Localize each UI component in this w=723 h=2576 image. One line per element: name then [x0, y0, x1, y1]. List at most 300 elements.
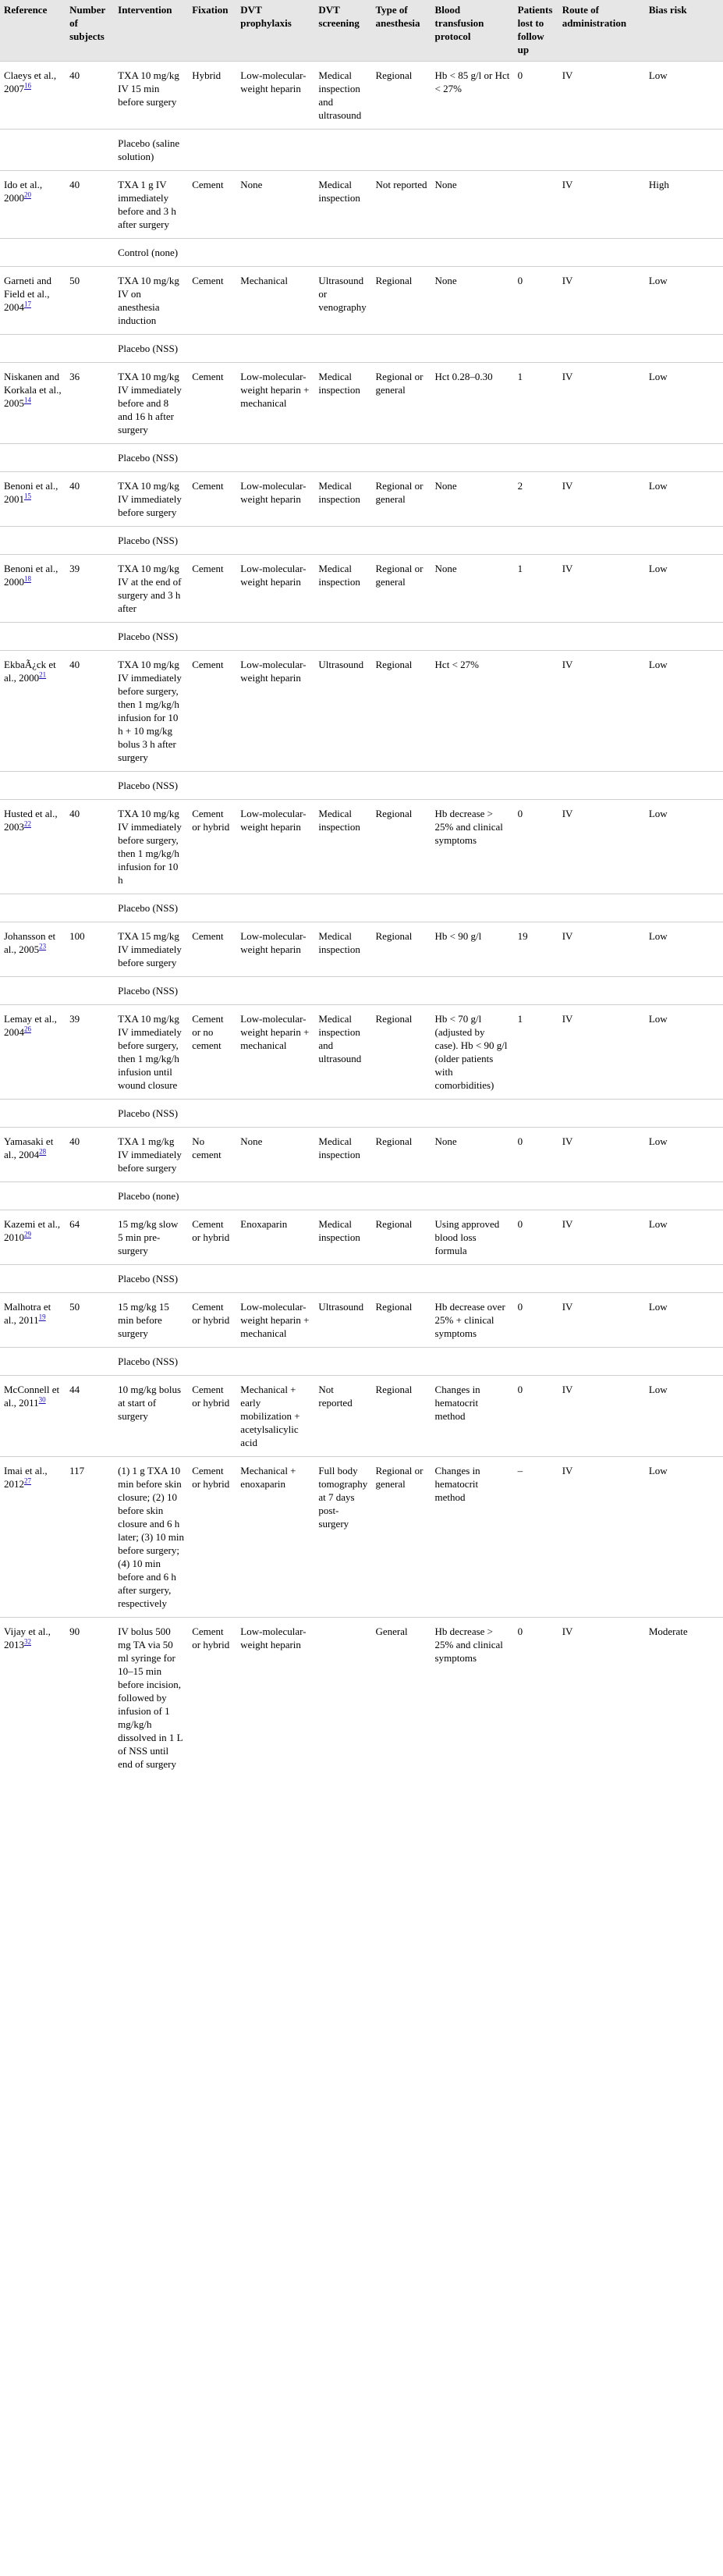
citation-link[interactable]: 32 — [24, 1637, 31, 1646]
reference-text: Malhotra et al., 2011 — [4, 1301, 51, 1326]
empty-cell — [314, 335, 371, 363]
reference-cell — [0, 1618, 66, 1778]
reference-text: Lemay et al., 2004 — [4, 1013, 57, 1038]
empty-cell — [0, 444, 66, 472]
empty-cell — [431, 1100, 514, 1128]
empty-cell — [188, 977, 236, 1005]
empty-cell — [514, 977, 558, 1005]
empty-cell — [558, 1348, 645, 1376]
route-cell: IV — [562, 371, 573, 382]
empty-cell — [371, 444, 431, 472]
empty-cell — [558, 772, 645, 800]
lost-cell: 19 — [517, 930, 528, 942]
empty-cell — [0, 1100, 66, 1128]
intervention-cell: TXA 10 mg/kg IV immediately before surgery, then 1 mg/kg/h infusion until wound closure — [118, 1013, 182, 1091]
bias-cell: Low — [648, 1013, 668, 1025]
route-cell: IV — [562, 1465, 573, 1476]
empty-cell — [66, 335, 114, 363]
empty-cell — [514, 1265, 558, 1293]
intervention-cell: TXA 10 mg/kg IV 15 min before surgery — [118, 69, 179, 108]
empty-cell — [188, 444, 236, 472]
anesthesia-cell: Regional — [375, 1301, 413, 1313]
reference-text: Benoni et al., 2000 — [4, 563, 58, 588]
transfusion-cell: None — [434, 480, 457, 492]
bias-cell: Low — [648, 1218, 668, 1230]
empty-cell — [431, 623, 514, 651]
table-row — [0, 1210, 723, 1265]
empty-cell — [431, 130, 514, 171]
control-row — [0, 1348, 723, 1376]
citation-link[interactable]: 29 — [24, 1230, 31, 1238]
empty-cell — [0, 130, 66, 171]
control-group-cell: Placebo (NSS) — [118, 985, 179, 997]
anesthesia-cell: Regional — [375, 659, 413, 670]
empty-cell — [371, 1100, 431, 1128]
reference-cell — [0, 267, 66, 335]
prophylaxis-cell: Low-molecular-weight heparin — [240, 480, 307, 505]
route-cell: IV — [562, 1384, 573, 1395]
table-row — [0, 1293, 723, 1348]
empty-cell — [188, 1182, 236, 1210]
anesthesia-cell: Regional or general — [375, 563, 424, 588]
citation-link[interactable]: 26 — [24, 1025, 31, 1033]
screening-cell: Medical inspection — [318, 480, 360, 505]
column-header: DVT screening — [314, 0, 371, 62]
intervention-cell: 15 mg/kg slow 5 min pre-surgery — [118, 1218, 179, 1256]
empty-cell — [236, 335, 314, 363]
lost-cell: 0 — [517, 275, 523, 286]
control-group-cell: Placebo (NSS) — [118, 1273, 179, 1284]
bias-cell: Low — [648, 69, 668, 81]
lost-cell: 1 — [517, 1013, 523, 1025]
intervention-cell: TXA 10 mg/kg IV immediately before surgery, then 1 mg/kg/h infusion for 10 h — [118, 808, 182, 886]
transfusion-cell: Hb < 85 g/l or Hct < 27% — [434, 69, 510, 94]
intervention-cell: TXA 10 mg/kg IV immediately before and 8 and 16 h after surgery — [118, 371, 182, 435]
bias-cell: Low — [648, 1465, 668, 1476]
empty-cell — [514, 239, 558, 267]
header-row — [0, 0, 723, 62]
subjects-cell: 64 — [69, 1218, 80, 1230]
empty-cell — [188, 623, 236, 651]
reference-cell — [0, 1210, 66, 1265]
anesthesia-cell: Regional or general — [375, 480, 424, 505]
fixation-cell: Cement or hybrid — [192, 1626, 230, 1650]
transfusion-cell: Changes in hematocrit method — [434, 1465, 480, 1503]
column-header: Blood transfusion protocol — [431, 0, 514, 62]
empty-cell — [66, 1182, 114, 1210]
empty-cell — [645, 527, 723, 555]
anesthesia-cell: Regional or general — [375, 1465, 424, 1490]
empty-cell — [558, 894, 645, 922]
table-body — [0, 62, 723, 1778]
empty-cell — [431, 1182, 514, 1210]
empty-cell — [314, 1100, 371, 1128]
column-header: DVT prophylaxis — [236, 0, 314, 62]
fixation-cell: Cement or hybrid — [192, 1384, 230, 1409]
reference-text: Benoni et al., 2001 — [4, 480, 58, 505]
intervention-cell: 15 mg/kg 15 min before surgery — [118, 1301, 169, 1339]
subjects-cell: 90 — [69, 1626, 80, 1637]
table-row — [0, 800, 723, 894]
screening-cell: Not reported — [318, 1384, 353, 1409]
empty-cell — [514, 444, 558, 472]
bias-cell: Low — [648, 371, 668, 382]
empty-cell — [371, 772, 431, 800]
citation-link[interactable]: 15 — [24, 492, 31, 500]
screening-cell: Medical inspection — [318, 179, 360, 204]
empty-cell — [371, 1348, 431, 1376]
empty-cell — [0, 239, 66, 267]
route-cell: IV — [562, 1218, 573, 1230]
route-cell: IV — [562, 1135, 573, 1147]
subjects-cell: 44 — [69, 1384, 80, 1395]
citation-link[interactable]: 17 — [24, 300, 31, 308]
empty-cell — [236, 1100, 314, 1128]
subjects-cell: 39 — [69, 1013, 80, 1025]
control-group-cell: Placebo (NSS) — [118, 902, 179, 914]
empty-cell — [371, 239, 431, 267]
citation-link[interactable]: 28 — [39, 1147, 47, 1156]
control-row — [0, 239, 723, 267]
fixation-cell: Cement — [192, 563, 224, 574]
table-row — [0, 1457, 723, 1618]
empty-cell — [188, 1265, 236, 1293]
empty-cell — [314, 1182, 371, 1210]
transfusion-cell: Hb decrease > 25% and clinical symptoms — [434, 808, 503, 846]
empty-cell — [431, 1348, 514, 1376]
prophylaxis-cell: None — [240, 1135, 263, 1147]
empty-cell — [371, 977, 431, 1005]
fixation-cell: Hybrid — [192, 69, 222, 81]
fixation-cell: Cement or hybrid — [192, 808, 230, 833]
reference-cell — [0, 472, 66, 527]
column-header: Bias risk — [645, 0, 723, 62]
prophylaxis-cell: Low-molecular-weight heparin + mechanical — [240, 371, 310, 409]
control-row — [0, 977, 723, 1005]
fixation-cell: No cement — [192, 1135, 222, 1160]
empty-cell — [66, 772, 114, 800]
intervention-cell: TXA 10 mg/kg IV immediately before surgery, then 1 mg/kg/h infusion for 10 h + 10 mg/kg bolus 3 h after surgery — [118, 659, 182, 763]
subjects-cell: 117 — [69, 1465, 85, 1476]
empty-cell — [514, 623, 558, 651]
transfusion-cell: None — [434, 1135, 457, 1147]
empty-cell — [0, 772, 66, 800]
empty-cell — [558, 239, 645, 267]
control-row — [0, 1182, 723, 1210]
intervention-cell: TXA 10 mg/kg IV on anesthesia induction — [118, 275, 179, 326]
empty-cell — [514, 1100, 558, 1128]
empty-cell — [188, 130, 236, 171]
control-row — [0, 772, 723, 800]
empty-cell — [514, 527, 558, 555]
screening-cell: Medical inspection and ultrasound — [318, 1013, 362, 1064]
reference-cell — [0, 651, 66, 772]
bias-cell: Low — [648, 659, 668, 670]
intervention-cell: 10 mg/kg bolus at start of surgery — [118, 1384, 182, 1422]
bias-cell: Low — [648, 1301, 668, 1313]
empty-cell — [514, 772, 558, 800]
empty-cell — [645, 239, 723, 267]
route-cell: IV — [562, 930, 573, 942]
anesthesia-cell: Regional or general — [375, 371, 424, 396]
empty-cell — [645, 1265, 723, 1293]
transfusion-cell: Using approved blood loss formula — [434, 1218, 500, 1256]
empty-cell — [66, 1265, 114, 1293]
empty-cell — [236, 1265, 314, 1293]
lost-cell: – — [517, 1465, 523, 1476]
empty-cell — [645, 623, 723, 651]
empty-cell — [188, 527, 236, 555]
citation-link[interactable]: 22 — [24, 819, 31, 828]
reference-cell — [0, 922, 66, 977]
empty-cell — [236, 527, 314, 555]
route-cell: IV — [562, 275, 573, 286]
lost-cell: 0 — [517, 1218, 523, 1230]
empty-cell — [0, 977, 66, 1005]
prophylaxis-cell: Mechanical + enoxaparin — [240, 1465, 296, 1490]
control-row — [0, 444, 723, 472]
empty-cell — [645, 1182, 723, 1210]
lost-cell: 2 — [517, 480, 523, 492]
subjects-cell: 40 — [69, 659, 80, 670]
empty-cell — [314, 977, 371, 1005]
reference-text: Yamasaki et al., 2004 — [4, 1135, 54, 1160]
intervention-cell: TXA 1 g IV immediately before and 3 h after surgery — [118, 179, 176, 230]
empty-cell — [314, 894, 371, 922]
empty-cell — [514, 894, 558, 922]
empty-cell — [236, 623, 314, 651]
citation-link[interactable]: 20 — [24, 190, 31, 199]
table-row — [0, 171, 723, 239]
empty-cell — [236, 772, 314, 800]
prophylaxis-cell: Mechanical + early mobilization + acetylsalicylic acid — [240, 1384, 300, 1448]
route-cell: IV — [562, 179, 573, 190]
route-cell: IV — [562, 563, 573, 574]
empty-cell — [188, 335, 236, 363]
reference-cell — [0, 555, 66, 623]
intervention-cell: IV bolus 500 mg TA via 50 ml syringe for 10–15 min before incision, followed by infusion of 1 mg/kg/h dissolved in 1 L of NSS until end of surgery — [118, 1626, 183, 1770]
route-cell: IV — [562, 1301, 573, 1313]
empty-cell — [371, 527, 431, 555]
reference-text: Niskanen and Korkala et al., 2005 — [4, 371, 62, 409]
control-group-cell: Placebo (NSS) — [118, 343, 179, 354]
table-row — [0, 651, 723, 772]
reference-text: Imai et al., 2012 — [4, 1465, 48, 1490]
empty-cell — [0, 894, 66, 922]
empty-cell — [371, 623, 431, 651]
reference-text: Johansson et al., 2005 — [4, 930, 56, 955]
reference-text: Husted et al., 2003 — [4, 808, 58, 833]
empty-cell — [236, 1182, 314, 1210]
fixation-cell: Cement or hybrid — [192, 1218, 230, 1243]
bias-cell: Low — [648, 930, 668, 942]
intervention-cell: TXA 10 mg/kg IV immediately before surgery — [118, 480, 182, 518]
empty-cell — [236, 1348, 314, 1376]
citation-link[interactable]: 19 — [38, 1313, 46, 1321]
control-group-cell: Placebo (none) — [118, 1190, 179, 1202]
empty-cell — [236, 239, 314, 267]
intervention-cell: TXA 15 mg/kg IV immediately before surgery — [118, 930, 182, 968]
empty-cell — [645, 1348, 723, 1376]
screening-cell: Medical inspection — [318, 808, 360, 833]
subjects-cell: 50 — [69, 275, 80, 286]
reference-text: EkbaÃ¿ck et al., 2000 — [4, 659, 56, 684]
transfusion-cell: None — [434, 179, 457, 190]
fixation-cell: Cement — [192, 275, 224, 286]
reference-cell — [0, 1128, 66, 1182]
empty-cell — [0, 1348, 66, 1376]
control-group-cell: Placebo (NSS) — [118, 452, 179, 464]
empty-cell — [371, 335, 431, 363]
empty-cell — [431, 527, 514, 555]
subjects-cell: 40 — [69, 480, 80, 492]
fixation-cell: Cement — [192, 371, 224, 382]
transfusion-cell: Hct < 27% — [434, 659, 479, 670]
fixation-cell: Cement or hybrid — [192, 1301, 230, 1326]
empty-cell — [0, 1182, 66, 1210]
empty-cell — [371, 1182, 431, 1210]
control-row — [0, 527, 723, 555]
table-row — [0, 1376, 723, 1457]
citation-link[interactable]: 14 — [24, 396, 31, 404]
empty-cell — [645, 894, 723, 922]
prophylaxis-cell: Low-molecular-weight heparin + mechanical — [240, 1301, 310, 1339]
screening-cell: Medical inspection — [318, 371, 360, 396]
reference-text: Claeys et al., 2007 — [4, 69, 57, 94]
lost-cell: 0 — [517, 1384, 523, 1395]
empty-cell — [188, 772, 236, 800]
transfusion-cell: Changes in hematocrit method — [434, 1384, 480, 1422]
table-row — [0, 555, 723, 623]
prophylaxis-cell: Low-molecular-weight heparin — [240, 930, 307, 955]
empty-cell — [236, 444, 314, 472]
empty-cell — [371, 1265, 431, 1293]
prophylaxis-cell: Low-molecular-weight heparin — [240, 69, 307, 94]
citation-link[interactable]: 27 — [24, 1476, 31, 1485]
empty-cell — [314, 239, 371, 267]
anesthesia-cell: Regional — [375, 69, 413, 81]
table-row — [0, 1618, 723, 1778]
empty-cell — [645, 335, 723, 363]
transfusion-cell: Hb decrease > 25% and clinical symptoms — [434, 1626, 503, 1664]
bias-cell: Low — [648, 808, 668, 819]
empty-cell — [645, 444, 723, 472]
subjects-cell: 39 — [69, 563, 80, 574]
empty-cell — [0, 527, 66, 555]
lost-cell: 1 — [517, 371, 523, 382]
citation-link[interactable]: 18 — [24, 574, 31, 583]
empty-cell — [645, 772, 723, 800]
empty-cell — [558, 1265, 645, 1293]
subjects-cell: 40 — [69, 808, 80, 819]
prophylaxis-cell: None — [240, 179, 263, 190]
empty-cell — [558, 1100, 645, 1128]
control-group-cell: Placebo (NSS) — [118, 1356, 179, 1367]
empty-cell — [314, 1265, 371, 1293]
empty-cell — [431, 239, 514, 267]
table-row — [0, 1128, 723, 1182]
empty-cell — [431, 894, 514, 922]
empty-cell — [431, 335, 514, 363]
column-header: Fixation — [188, 0, 236, 62]
reference-text: Ido et al., 2000 — [4, 179, 43, 204]
empty-cell — [645, 130, 723, 171]
empty-cell — [0, 623, 66, 651]
bias-cell: High — [648, 179, 669, 190]
lost-cell: 0 — [517, 808, 523, 819]
empty-cell — [0, 1265, 66, 1293]
fixation-cell: Cement — [192, 659, 224, 670]
bias-cell: Low — [648, 275, 668, 286]
prophylaxis-cell: Low-molecular-weight heparin — [240, 659, 307, 684]
reference-cell — [0, 363, 66, 444]
control-group-cell: Placebo (NSS) — [118, 780, 179, 791]
anesthesia-cell: Regional — [375, 930, 413, 942]
bias-cell: Moderate — [648, 1626, 688, 1637]
control-group-cell: Placebo (NSS) — [118, 535, 179, 546]
transfusion-cell: None — [434, 563, 457, 574]
citation-link[interactable]: 21 — [39, 670, 47, 679]
screening-cell: Medical inspection — [318, 930, 360, 955]
empty-cell — [558, 623, 645, 651]
anesthesia-cell: Regional — [375, 808, 413, 819]
citation-link[interactable]: 30 — [38, 1395, 46, 1404]
transfusion-cell: Hb < 90 g/l — [434, 930, 482, 942]
lost-cell: 0 — [517, 1301, 523, 1313]
citation-link[interactable]: 16 — [24, 81, 31, 90]
anesthesia-cell: Regional — [375, 1384, 413, 1395]
empty-cell — [558, 527, 645, 555]
lost-cell: 1 — [517, 563, 523, 574]
anesthesia-cell: Regional — [375, 1013, 413, 1025]
empty-cell — [371, 130, 431, 171]
empty-cell — [314, 527, 371, 555]
empty-cell — [371, 894, 431, 922]
fixation-cell: Cement — [192, 930, 224, 942]
empty-cell — [314, 623, 371, 651]
subjects-cell: 40 — [69, 1135, 80, 1147]
empty-cell — [66, 1348, 114, 1376]
reference-cell — [0, 171, 66, 239]
empty-cell — [514, 1348, 558, 1376]
lost-cell: 0 — [517, 1135, 523, 1147]
citation-link[interactable]: 23 — [39, 942, 47, 950]
table-row — [0, 62, 723, 130]
bias-cell: Low — [648, 480, 668, 492]
screening-cell: Medical inspection — [318, 1218, 360, 1243]
lost-cell — [514, 171, 558, 239]
transfusion-cell: None — [434, 275, 457, 286]
reference-text: Kazemi et al., 2010 — [4, 1218, 61, 1243]
empty-cell — [66, 239, 114, 267]
anesthesia-cell: Regional — [375, 1135, 413, 1147]
route-cell: IV — [562, 480, 573, 492]
empty-cell — [558, 444, 645, 472]
empty-cell — [431, 444, 514, 472]
bias-cell: Low — [648, 563, 668, 574]
control-group-cell: Placebo (NSS) — [118, 631, 179, 642]
screening-cell: Medical inspection and ultrasound — [318, 69, 362, 121]
empty-cell — [514, 335, 558, 363]
empty-cell — [514, 1182, 558, 1210]
empty-cell — [236, 977, 314, 1005]
lost-cell: 0 — [517, 69, 523, 81]
subjects-cell: 50 — [69, 1301, 80, 1313]
table-row — [0, 472, 723, 527]
fixation-cell: Cement — [192, 480, 224, 492]
empty-cell — [645, 977, 723, 1005]
control-row — [0, 894, 723, 922]
